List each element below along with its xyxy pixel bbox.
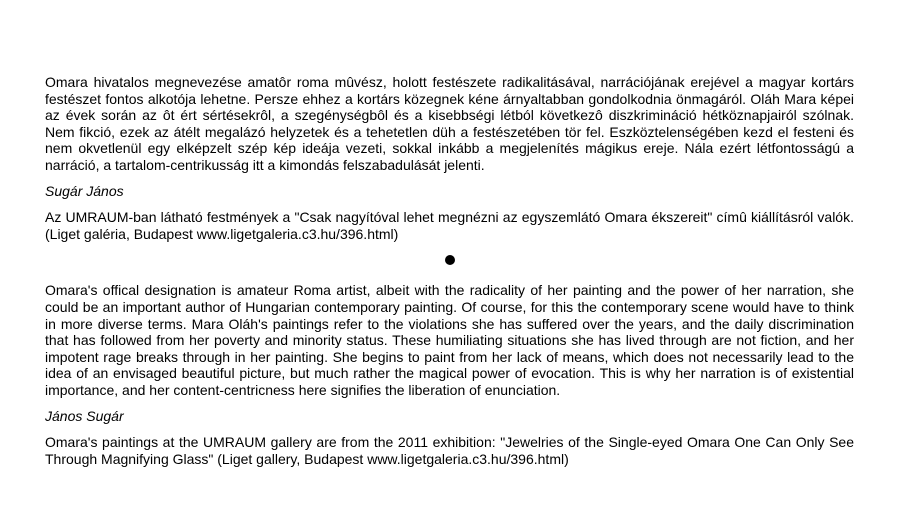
english-body-paragraph: Omara's offical designation is amateur Roma artist, albeit with the radicality of her painting and the power of her narration, she could be an important author of Hungarian contemporary painting. Of course, for this the contemporary scene would have to think in more diverse terms. Mara Oláh's paintings refer to the violations she has suffered over the years, and the daily discrimination that has followed from her poverty and minority status. These humiliating situations she has lived through are not fiction, and her impotent rage breaks through in her painting. She begins to paint from her lack of means, which does not necessarily lead to the idea of an envisaged beautiful picture, but much rather the magical power of evocation. This is why her narration is of existential importance, and her content-centricness here signifies the liberation of enunciation.: [45, 282, 854, 398]
hungarian-exhibition-note: Az UMRAUM-ban látható festmények a "Csak nagyítóval lehet megnézni az egyszemlátó Omara ékszereit" címû kiállításról valók. (Liget galéria, Budapest www.ligetgaleria.c3.hu/396.html): [45, 209, 854, 242]
english-exhibition-note: Omara's paintings at the UMRAUM gallery are from the 2011 exhibition: "Jewelries of the Single-eyed Omara One Can Only See Through Magnifying Glass" (Liget gallery, Budapest www.ligetgaleria.c3.hu/396.html): [45, 434, 854, 467]
section-separator: [45, 242, 854, 282]
hungarian-body-paragraph: Omara hivatalos megnevezése amatôr roma mûvész, holott festészete radikalitásával, narrációjának erejével a magyar kortárs festészet fontos alkotója lehetne. Persze ehhez a kortárs közegnek kéne árnyaltabban gondolkodnia önmagáról. Oláh Mara képei az évek során az ôt ért sértésekrôl, a szegénységbôl és a kisebbségi létból következô diszkrimináció hétköznapjairól szólnak. Nem fikció, ezek az átélt megalázó helyzetek és a tehetetlen düh a festészetében tör fel. Eszköztelenségében kezd el festeni és nem okvetlenül egy elképzelt szép kép ideája vezeti, sokkal inkább a megjelenítés mágikus ereje. Nála ezért létfontosságú a narráció, a tartalom-centrikusság itt a kimondás felszabadulását jelenti.: [45, 74, 854, 173]
document-content: [45, 74, 854, 467]
bullet-dot-icon: [445, 255, 455, 265]
english-author: János Sugár: [45, 407, 124, 424]
hungarian-author: Sugár János: [45, 182, 124, 199]
